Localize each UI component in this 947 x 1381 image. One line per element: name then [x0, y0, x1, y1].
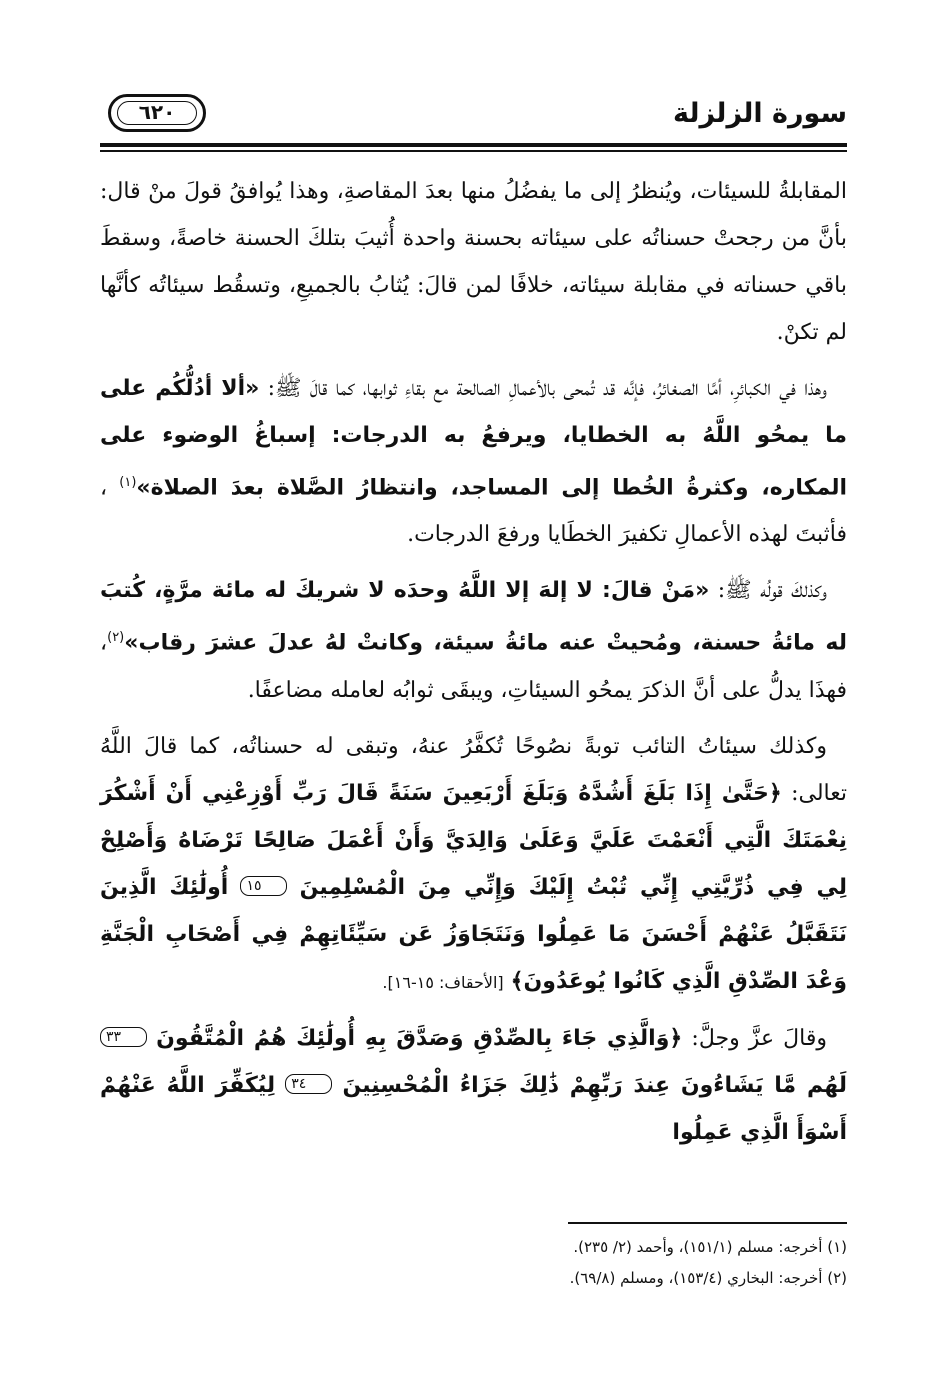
ayah-number-mark: ٣٣	[100, 1027, 147, 1047]
header-rule-thin	[100, 150, 847, 152]
paragraph-2-intro: وهذا في الكبائرِ، أمَّا الصغائرُ، فإنَّه قد تُمحى بالأعمالِ الصالحة مع بقاءِ ثوابها، كما قالَ ﷺ:	[259, 376, 828, 401]
quran-verse-15: حَتَّىٰ إِذَا بَلَغَ أَشُدَّهُ وَبَلَغَ أَرْبَعِينَ سَنَةً قَالَ رَبِّ أَوْزِعْنِي أَنْ أَشْكُرَ نِعْمَتَكَ الَّتِي أَنْعَمْتَ عَلَيَّ وَعَلَىٰ وَالِدَيَّ وَأَنْ أَعْمَلَ صَالِحًا تَرْضَاهُ وَأَصْلِحْ لِي فِي ذُرِّيَّتِي إِنِّي تُبْتُ إِلَيْكَ وَإِنِّي مِنَ الْمُسْلِمِينَ	[100, 780, 847, 900]
page-header	[100, 92, 847, 142]
footnote-1: (١) أخرجه: مسلم (١٥١/١)، وأحمد (٢/ ٢٣٥).	[573, 1238, 847, 1256]
quran-reference: [الأحقاف: ١٥-١٦].	[382, 972, 504, 992]
quran-open-bracket: ﴿	[768, 780, 782, 806]
paragraph-1	[100, 168, 847, 356]
paragraph-5-intro: وقالَ عزَّ وجلَّ:	[682, 1025, 827, 1051]
paragraph-3-outro: ، فهذَا يدلُّ على أنَّ الذكرَ يمحُو السيئاتِ، ويبقَى ثوابُه لعامله مضاعفًا.	[100, 630, 847, 703]
paragraph-4-intro: وكذلك سيئاتُ التائب توبةً نصُوحًا تُكفَّرُ عنهُ، وتبقى له حسناتُه، كما قالَ اللَّهُ تعالى:	[100, 733, 847, 806]
paragraph-4	[100, 723, 847, 1006]
page-number: ٦٢٠	[138, 100, 176, 124]
quran-open-bracket: ﴿	[669, 1025, 683, 1051]
hadith-quote-2: «مَنْ قالَ: لا إلهَ إلا اللَّهُ وحدَه لا شريكَ له مائة مرَّةٍ، كُتبَ له مائةُ حسنة، ومُحيتْ عنه مائةُ سيئة، وكانتْ لهُ عدلَ عشرَ رقاب»	[100, 578, 847, 656]
paragraph-2-outro: ، فأثبتَ لهذه الأعمالِ تكفيرَ الخطَايا ورفعَ الدرجات.	[100, 475, 847, 548]
quran-verse-35: لِيُكَفِّرَ اللَّهُ عَنْهُمْ أَسْوَأَ الَّذِي عَمِلُوا	[100, 1072, 847, 1145]
page-number-badge	[108, 94, 206, 132]
paragraph-5	[100, 1015, 847, 1156]
ayah-number-mark: ٣٤	[285, 1074, 332, 1094]
quran-verse-16: أُولَٰئِكَ الَّذِينَ نَتَقَبَّلُ عَنْهُمْ أَحْسَنَ مَا عَمِلُوا وَنَتَجَاوَزُ عَن سَيِّئَاتِهِمْ فِي أَصْحَابِ الْجَنَّةِ وَعْدَ الصِّدْقِ الَّذِي كَانُوا يُوعَدُونَ	[100, 874, 847, 994]
paragraph-2	[100, 365, 847, 558]
quran-verse-34: لَهُم مَّا يَشَاءُونَ عِندَ رَبِّهِمْ ذَٰلِكَ جَزَاءُ الْمُحْسِنِينَ	[342, 1072, 848, 1098]
paragraph-3	[100, 567, 847, 713]
footnote-ref-1: (١)	[119, 475, 137, 490]
hadith-quote-1: «ألا أدُلُّكُم على ما يمحُو اللَّهُ به الخطايا، ويرفعُ به الدرجات: إسباغُ الوضوء على المكاره، وكثرةُ الخُطا إلى المساجد، وانتظارُ الصَّلاة بعدَ الصلاة»	[100, 376, 848, 501]
header-rule-thick	[100, 143, 847, 147]
ayah-number-mark: ١٥	[240, 876, 287, 896]
body-text	[100, 168, 847, 1165]
quran-verse-33: وَالَّذِي جَاءَ بِالصِّدْقِ وَصَدَّقَ بِهِ أُولَٰئِكَ هُمُ الْمُتَّقُونَ	[156, 1025, 670, 1051]
paragraph-3-intro: وكذلكَ قولُه ﷺ:	[709, 578, 827, 604]
paragraph-1-text: المقابلةُ للسيئات، ويُنظرُ إلى ما يفضُلُ منها بعدَ المقاصةِ، وهذا يُوافقُ قولَ منْ قال: بأنَّ من رجحتْ حسناتُه على سيئاته بحسنة واحدة أُثيبَ بتلكَ الحسنة خاصةً، وسقطَ باقي حسناته في مقابلة سيئاته، خلافًا لمن قالَ: يُثابُ بالجميعِ، وتسقُط سيئاتُه كأنَّها لم تكنْ.	[100, 179, 847, 345]
footnote-2: (٢) أخرجه: البخاري (١٥٣/٤)، ومسلم (٦٩/٨).	[569, 1269, 847, 1287]
footnotes	[100, 1234, 847, 1296]
surah-title: سورة الزلزلة	[673, 98, 847, 129]
quran-close-bracket: ﴾	[510, 968, 524, 994]
footnote-ref-2: (٢)	[107, 630, 125, 646]
footnote-divider	[568, 1222, 847, 1224]
